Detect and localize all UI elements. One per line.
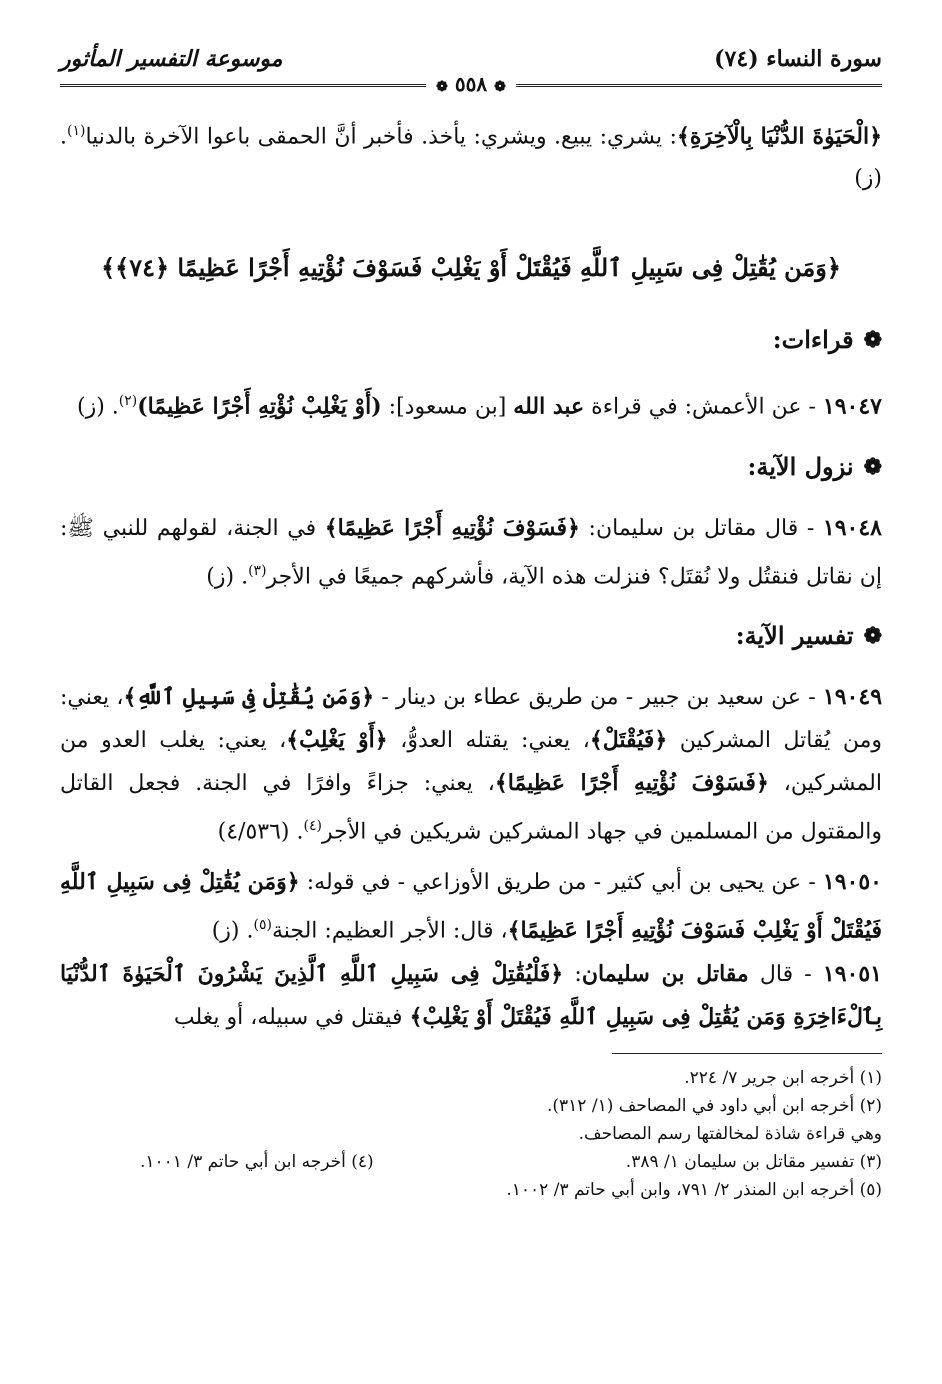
book-title: موسوعة التفسير المأثور	[60, 46, 283, 72]
quran-quote: ﴿فَسَوْفَ نُؤْتِيهِ أَجْرًا عَظِيمًا﴾	[494, 769, 769, 796]
entry-text: ، يعني: ومن يُقاتل المشركين	[60, 684, 882, 753]
entry-text: ، يعني: يغلب العدو من المشركين،	[60, 727, 882, 796]
footnote-ref: (٥)	[253, 917, 272, 934]
footnote-ref: (٤)	[303, 817, 322, 834]
entry-text: - عن الأعمش: في قراءة	[584, 394, 823, 420]
footnote-5: (٥) أخرجه ابن المنذر ٢/ ٧٩١، وابن أبي حاتم ٣/ ١٠٠٢.	[506, 1179, 882, 1200]
source-tag: . (ز)	[77, 394, 119, 420]
footnotes	[60, 1064, 882, 1204]
section-heading-readings	[60, 322, 882, 358]
ayah-verse: ﴿وَمَن يُقَٰتِلْ فِى سَبِيلِ ٱللَّهِ فَيُقْتَلْ أَوْ يَغْلِبْ فَسَوْفَ نُؤْتِيهِ أَجْرًا عَظِيمًا ﴿٧٤﴾﴾	[101, 253, 841, 283]
entry-text: [بن مسعود]:	[381, 394, 514, 420]
entry-number: ١٩٠٥٠	[822, 869, 882, 896]
narrator-name: عبد الله	[513, 393, 585, 420]
surah-title: سورة النساء (٧٤)	[714, 46, 882, 72]
quran-quote: ﴿وَمَن يُقَٰتِلْ فِى سَبِيلِ ٱللَّهِ فَيُقْتَلْ أَوْ يَغْلِبْ فَسَوْفَ نُؤْتِيهِ أَجْرًا عَظِيمًا﴾	[60, 869, 882, 944]
section-title: تفسير الآية:	[735, 620, 854, 650]
flower-ornament-icon: ❁	[863, 453, 882, 480]
quran-quote: (أَوْ يَغْلِبْ نُؤْتِهِ أَجْرًا عَظِيمًا)	[137, 393, 382, 420]
ornament-icon: ❁	[436, 79, 448, 95]
entry-text: - قال	[748, 961, 823, 987]
entry-text: - عن سعيد بن جبير - من طريق عطاء بن دينار -	[374, 684, 823, 710]
page-number: ٥٥٨	[454, 72, 488, 96]
section-heading-revelation	[60, 449, 882, 485]
footnote-ref: (١)	[67, 123, 86, 139]
entry-text: ، يعني: جزاءً وافرًا في الجنة. فجعل القاتل والمقتول من المسلمين في جهاد المشركين شريكين في الأجر	[60, 770, 882, 845]
source-tag: . (٤/٥٣٦)	[217, 819, 304, 845]
section-heading-tafsir	[60, 618, 882, 654]
intro-paragraph	[60, 110, 882, 200]
narrator-name: مقاتل بن سليمان	[581, 960, 749, 987]
entry-number: ١٩٠٤٧	[822, 393, 882, 420]
entry-19048	[60, 507, 882, 598]
footnote-ref: (٣)	[248, 562, 267, 579]
page-header	[60, 40, 882, 110]
page-number-box	[426, 72, 516, 96]
intro-text: : يشري: يبيع. ويشري: يأخذ. فأخبر أنَّ الحمقى باعوا الآخرة بالدنيا	[85, 124, 677, 150]
quran-quote: ﴿فَلْيُقَٰتِلْ فِى سَبِيلِ ٱللَّهِ ٱلَّذِينَ يَشْرُونَ ٱلْحَيَوٰةَ ٱلدُّنْيَا بِٱلْءَاخِرَةِ وَمَن يُقَٰتِلْ فِى سَبِيلِ ٱللَّهِ فَيُقْتَلْ أَوْ يَغْلِبْ﴾	[60, 960, 882, 1030]
footnote-ref: (٢)	[118, 393, 138, 410]
entry-19051	[60, 953, 882, 1039]
flower-ornament-icon: ❁	[863, 622, 882, 649]
entry-19047	[60, 380, 882, 428]
entry-19049	[60, 676, 882, 853]
footnote-1: (١) أخرجه ابن جرير ٧/ ٢٢٤.	[684, 1067, 882, 1088]
source-tag: . (ز)	[211, 918, 254, 944]
ornament-icon: ❁	[494, 79, 506, 95]
entry-text: ، قال: الأجر العظيم: الجنة	[271, 918, 508, 944]
entry-number: ١٩٠٥١	[822, 960, 882, 987]
entry-number: ١٩٠٤٩	[822, 683, 883, 710]
footnote-2: (٢) أخرجه ابن أبي داود في المصاحف (١/ ٣١٢).	[547, 1095, 882, 1116]
quran-quote: ﴿وَمَن يُقَٰتِلْ فِى سَبِيلِ ٱللَّهِ﴾	[123, 683, 375, 710]
footnote-row-3-4	[60, 1148, 882, 1176]
quran-quote: ﴿فَسَوْفَ نُؤْتِيهِ أَجْرًا عَظِيمًا﴾	[324, 514, 580, 541]
entry-text: ، يعني: يقتله العدوُّ،	[387, 727, 590, 753]
entry-text: :	[563, 961, 582, 987]
entry-text: - قال مقاتل بن سليمان:	[579, 515, 823, 541]
footnote-3: (٣) تفسير مقاتل بن سليمان ١/ ٣٨٩.	[625, 1151, 882, 1172]
footnote-4: (٤) أخرجه ابن أبي حاتم ٣/ ١٠٠١.	[140, 1151, 374, 1172]
quran-quote: ﴿أَوْ يَغْلِبْ﴾	[286, 726, 388, 753]
section-title: نزول الآية:	[747, 451, 854, 481]
entry-19050	[60, 861, 882, 952]
footnote-rule	[612, 1053, 882, 1054]
footnote-2-note: وهي قراءة شاذة لمخالفتها رسم المصاحف.	[578, 1123, 882, 1144]
quran-quote: ﴿فَيُقْتَلْ﴾	[589, 726, 668, 753]
entry-number: ١٩٠٤٨	[822, 514, 882, 541]
source-tag: . (ز)	[60, 124, 882, 192]
quran-quote: ﴿الْحَيَوٰةَ الدُّنْيَا بِالْآخِرَةِ﴾	[676, 123, 882, 150]
source-tag: . (ز)	[206, 563, 249, 589]
entry-text: فيقتل في سبيله، أو يغلب	[173, 1004, 410, 1030]
page	[60, 40, 882, 1204]
section-title: قراءات:	[772, 325, 854, 355]
entry-text: - عن يحيى بن أبي كثير - من طريق الأوزاعي - في قوله:	[299, 870, 823, 896]
flower-ornament-icon: ❁	[863, 327, 882, 354]
entry-text: في الجنة، لقولهم للنبي ﷺ: إن نقاتل فنقتُل ولا نُقتَل؟ فنزلت هذه الآية، فأشركهم جميعًا في الأجر	[60, 515, 882, 589]
